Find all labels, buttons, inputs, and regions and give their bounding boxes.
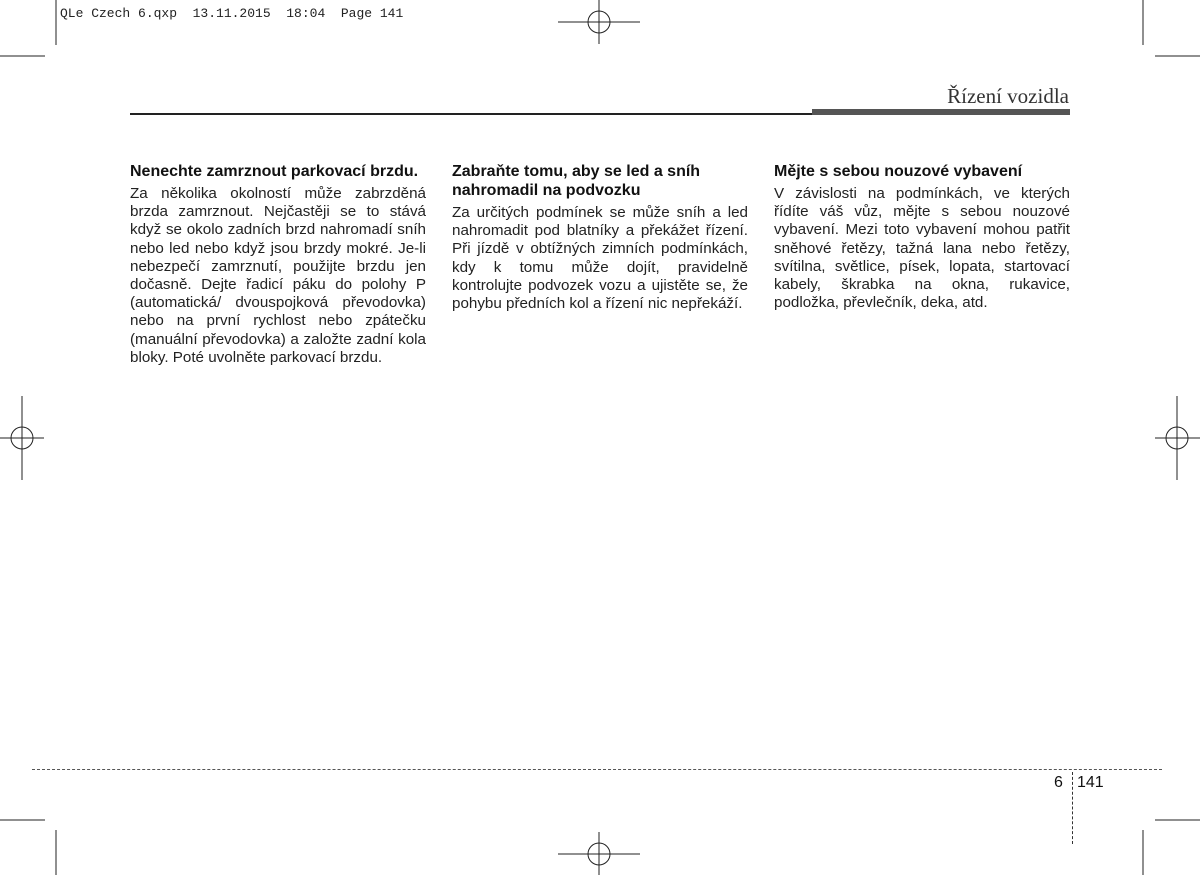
registration-mark-left (0, 396, 44, 480)
page-number-separator (1072, 772, 1073, 844)
section-body: Za několika okolností může zabrzděná brzda zamrznout. Nejčastěji se to stává když se okolo zadních brzd nahromadí sníh nebo led nebo když jsou brzdy mokré. Je-li nebezpečí zamrznutí, použijte brzdu jen dočasně. Dejte řadicí páku do polohy P (automatická/ dvouspojková převodovka) nebo na první rychlost nebo zpátečku (manuální převodovka) a založte zadní kola bloky. Poté uvolněte parkovací brzdu. (130, 185, 426, 366)
chapter-title: Řízení vozidla (947, 84, 1069, 108)
registration-mark-top (558, 0, 640, 44)
section-heading: Nenechte zamrznout parkovací brzdu. (130, 163, 419, 180)
section-heading: Zabraňte tomu, aby se led a sníh nahromadil na podvozku (452, 163, 701, 199)
footer-rule (32, 769, 1162, 770)
section-body: V závislosti na podmínkách, ve kterých řídíte váš vůz, mějte s sebou nouzové vybavení. Mezi toto vybavení mohou patřit sněhové řetězy, tažná lana nebo řetězy, svítilna, světlice, písek, lopata, startovací kabely, škrabka na okna, rukavice, podložka, převlečník, deka, atd. (774, 185, 1070, 312)
column-undercarriage-ice (452, 162, 748, 313)
chapter-number: 6 (1054, 774, 1063, 791)
registration-mark-right (1155, 396, 1200, 480)
header-accent-bar (812, 109, 1070, 115)
column-parking-brake (130, 162, 426, 367)
column-emergency-equipment (774, 162, 1070, 312)
page-number: 141 (1077, 774, 1104, 791)
section-heading: Mějte s sebou nouzové vybavení (774, 163, 1023, 180)
registration-mark-bottom (558, 832, 640, 875)
section-body: Za určitých podmínek se může sníh a led nahromadit pod blatníky a překážet řízení. Při jízdě v obtížných zimních podmínkách, kdy k tomu může dojít, pravidelně kontrolujte podvozek vozu a ujistěte se, že pohybu předních kol a řízení nic nepřekáží. (452, 204, 748, 313)
print-slug-line: QLe Czech 6.qxp 13.11.2015 18:04 Page 141 (60, 6, 404, 21)
